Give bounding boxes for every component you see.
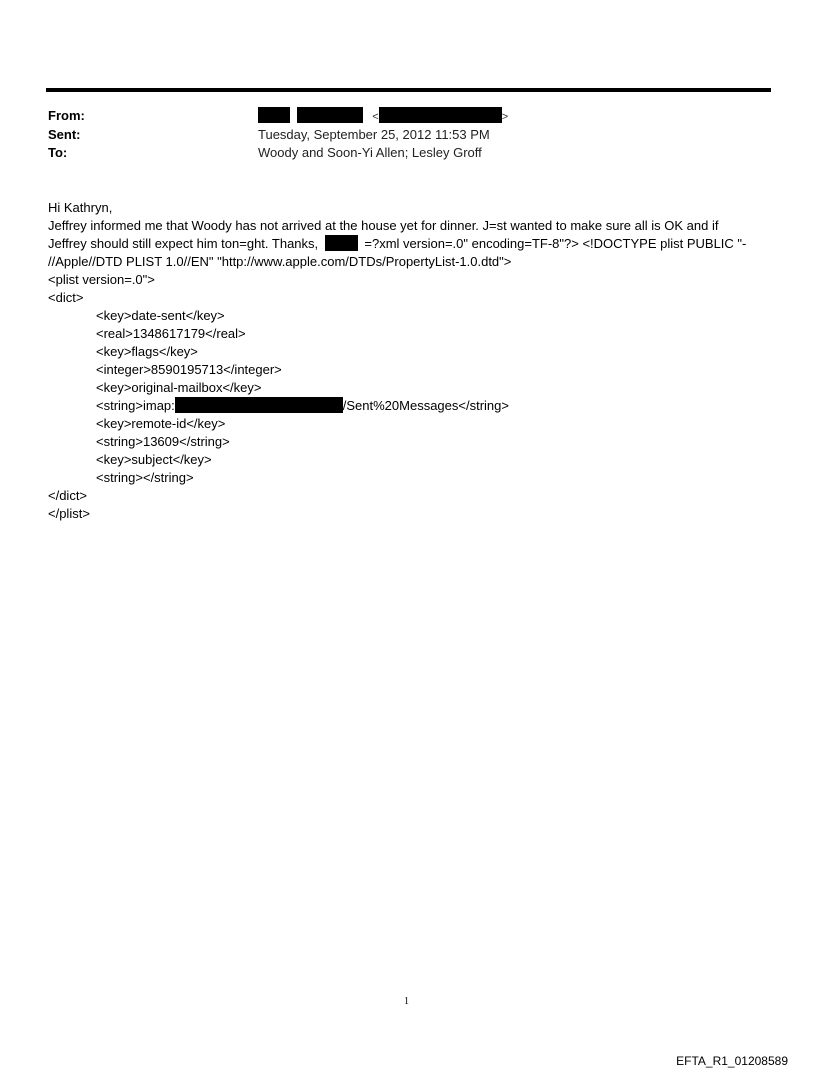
- body-line: [48, 235, 758, 253]
- from-open-angle: <: [372, 111, 379, 123]
- plist-line: <key>date-sent</key>: [96, 308, 225, 323]
- greeting: Hi Kathryn,: [48, 200, 113, 215]
- redaction-block: [379, 107, 502, 123]
- plist-text-segment: /Sent%20Messages</string>: [342, 398, 509, 413]
- plist-line: <key>subject</key>: [96, 452, 212, 467]
- redaction-block: [325, 235, 358, 251]
- to-label: To:: [48, 145, 68, 160]
- from-label: From:: [48, 108, 85, 123]
- redaction-block: [258, 107, 290, 123]
- body-line: <dict>: [48, 290, 84, 305]
- from-value: [258, 107, 508, 126]
- body-text-segment: Jeffrey should still expect him ton=ght. Thanks,: [48, 236, 319, 251]
- body-line: </dict>: [48, 488, 88, 503]
- sent-value: Tuesday, September 25, 2012 11:53 PM: [258, 127, 490, 142]
- plist-line: <key>remote-id</key>: [96, 416, 226, 431]
- plist-line: [48, 397, 758, 415]
- header-rule: [46, 88, 771, 92]
- plist-line: <integer>8590195713</integer>: [96, 362, 282, 377]
- body-line: </plist>: [48, 506, 90, 521]
- plist-line: <real>1348617179</real>: [96, 326, 246, 341]
- body-text-segment: =?xml version=.0" encoding=TF-8"?> <!DOCTYPE plist PUBLIC "-: [364, 236, 747, 251]
- plist-line: <string>13609</string>: [96, 434, 230, 449]
- plist-line: <key>flags</key>: [96, 344, 198, 359]
- page-number: 1: [404, 996, 409, 1007]
- message-body: [48, 199, 758, 523]
- plist-line: <key>original-mailbox</key>: [96, 380, 262, 395]
- to-value: Woody and Soon-Yi Allen; Lesley Groff: [258, 145, 482, 160]
- redaction-block: [297, 107, 363, 123]
- body-line: Jeffrey informed me that Woody has not arrived at the house yet for dinner. J=st wanted to make sure all is OK and if: [48, 218, 719, 233]
- plist-text-segment: <string>imap:: [96, 398, 175, 413]
- sent-label: Sent:: [48, 127, 81, 142]
- from-close-angle: >: [501, 111, 509, 123]
- document-id: EFTA_R1_01208589: [676, 1054, 788, 1068]
- body-line: <plist version=.0">: [48, 272, 155, 287]
- plist-line: <string></string>: [96, 470, 194, 485]
- body-line: //Apple//DTD PLIST 1.0//EN" "http://www.apple.com/DTDs/PropertyList-1.0.dtd">: [48, 254, 512, 269]
- redaction-block: [175, 397, 343, 413]
